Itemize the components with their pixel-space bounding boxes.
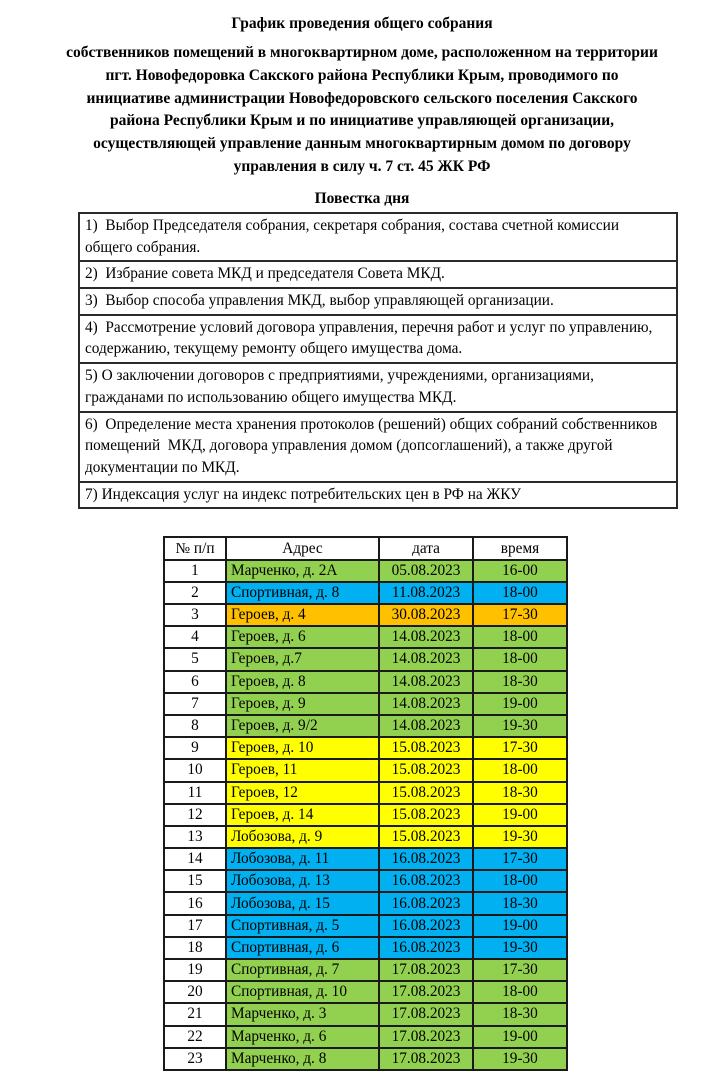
time-cell: 19-00 [473, 804, 567, 826]
agenda-item-text: 5) О заключении договоров с предприятиями, учреждениями, организациями, гражданами по использованию общего имущества МКД. [79, 363, 677, 411]
time-cell: 18-30 [473, 782, 567, 804]
row-number-cell: 11 [164, 782, 226, 804]
row-number-cell: 19 [164, 959, 226, 981]
date-cell: 17.08.2023 [379, 981, 473, 1003]
address-cell: Спортивная, д. 5 [226, 915, 379, 937]
schedule-row [164, 804, 567, 826]
agenda-item-row [79, 288, 677, 315]
column-header-num: № п/п [164, 537, 226, 559]
address-cell: Лобозова, д. 15 [226, 892, 379, 914]
date-cell: 14.08.2023 [379, 648, 473, 670]
agenda-table-body [79, 213, 677, 509]
address-cell: Героев, д. 10 [226, 737, 379, 759]
date-cell: 16.08.2023 [379, 870, 473, 892]
address-cell: Спортивная, д. 6 [226, 937, 379, 959]
date-cell: 14.08.2023 [379, 671, 473, 693]
row-number-cell: 3 [164, 604, 226, 626]
row-number-cell: 18 [164, 937, 226, 959]
address-cell: Марченко, д. 3 [226, 1003, 379, 1025]
time-cell: 18-00 [473, 648, 567, 670]
agenda-heading: Повестка дня [314, 189, 410, 207]
address-cell: Героев, 12 [226, 782, 379, 804]
time-cell: 17-30 [473, 959, 567, 981]
time-cell: 18-00 [473, 582, 567, 604]
agenda-item-row [79, 412, 677, 482]
date-cell: 14.08.2023 [379, 693, 473, 715]
address-cell: Героев, д. 6 [226, 626, 379, 648]
document-subtitle: собственников помещений в многоквартирном доме, расположенном на территории пгт. Новофедоровка Сакского района Республики Крым, проводимого по инициативе администрации Новофедоровского сельского поселения Сакского района Республики Крым и по инициативе управляющей организации, осуществляющей управление данным многоквартирным домом по договору управления в силу ч. 7 ст. 45 ЖК РФ [66, 44, 658, 176]
row-number-cell: 4 [164, 626, 226, 648]
time-cell: 18-30 [473, 892, 567, 914]
time-cell: 18-30 [473, 1003, 567, 1025]
address-cell: Лобозова, д. 11 [226, 848, 379, 870]
address-cell: Марченко, д. 6 [226, 1026, 379, 1048]
time-cell: 18-00 [473, 981, 567, 1003]
address-cell: Героев, д. 9 [226, 693, 379, 715]
time-cell: 19-30 [473, 1048, 567, 1070]
agenda-item-text: 6) Определение места хранения протоколов (решений) общих собраний собственников помещений МКД, договора управления домом (допсоглашений), а также другой документации по МКД. [79, 412, 677, 482]
address-cell: Марченко, д. 2А [226, 560, 379, 582]
time-cell: 19-30 [473, 937, 567, 959]
schedule-row [164, 715, 567, 737]
time-cell: 18-00 [473, 870, 567, 892]
address-cell: Героев, д. 14 [226, 804, 379, 826]
time-cell: 16-00 [473, 560, 567, 582]
address-cell: Героев, д. 9/2 [226, 715, 379, 737]
agenda-item-row [79, 213, 677, 261]
date-cell: 16.08.2023 [379, 892, 473, 914]
address-cell: Спортивная, д. 8 [226, 582, 379, 604]
address-cell: Героев, 11 [226, 759, 379, 781]
date-cell: 14.08.2023 [379, 715, 473, 737]
time-cell: 17-30 [473, 604, 567, 626]
address-cell: Лобозова, д. 9 [226, 826, 379, 848]
date-cell: 30.08.2023 [379, 604, 473, 626]
schedule-row [164, 782, 567, 804]
row-number-cell: 7 [164, 693, 226, 715]
agenda-item-text: 2) Избрание совета МКД и председателя Совета МКД. [79, 261, 677, 288]
time-cell: 19-00 [473, 1026, 567, 1048]
date-cell: 15.08.2023 [379, 759, 473, 781]
row-number-cell: 13 [164, 826, 226, 848]
row-number-cell: 15 [164, 870, 226, 892]
column-header-time: время [473, 537, 567, 559]
date-cell: 17.08.2023 [379, 1048, 473, 1070]
row-number-cell: 16 [164, 892, 226, 914]
date-cell: 15.08.2023 [379, 782, 473, 804]
address-cell: Спортивная, д. 10 [226, 981, 379, 1003]
time-cell: 19-30 [473, 715, 567, 737]
agenda-item-row [79, 363, 677, 411]
date-cell: 05.08.2023 [379, 560, 473, 582]
time-cell: 18-30 [473, 671, 567, 693]
row-number-cell: 17 [164, 915, 226, 937]
date-cell: 11.08.2023 [379, 582, 473, 604]
schedule-row [164, 848, 567, 870]
address-cell: Героев, д. 4 [226, 604, 379, 626]
row-number-cell: 5 [164, 648, 226, 670]
row-number-cell: 10 [164, 759, 226, 781]
date-cell: 15.08.2023 [379, 826, 473, 848]
address-cell: Лобозова, д. 13 [226, 870, 379, 892]
schedule-row [164, 648, 567, 670]
row-number-cell: 20 [164, 981, 226, 1003]
address-cell: Спортивная, д. 7 [226, 959, 379, 981]
schedule-row [164, 870, 567, 892]
agenda-item-row [79, 261, 677, 288]
document-title: График проведения общего собрания [231, 15, 493, 32]
schedule-row [164, 892, 567, 914]
row-number-cell: 1 [164, 560, 226, 582]
schedule-row [164, 959, 567, 981]
schedule-row [164, 915, 567, 937]
address-cell: Героев, д.7 [226, 648, 379, 670]
date-cell: 14.08.2023 [379, 626, 473, 648]
row-number-cell: 2 [164, 582, 226, 604]
time-cell: 18-00 [473, 759, 567, 781]
time-cell: 18-00 [473, 626, 567, 648]
schedule-row [164, 826, 567, 848]
row-number-cell: 14 [164, 848, 226, 870]
schedule-row [164, 604, 567, 626]
date-cell: 17.08.2023 [379, 1026, 473, 1048]
row-number-cell: 6 [164, 671, 226, 693]
agenda-item-text: 3) Выбор способа управления МКД, выбор управляющей организации. [79, 288, 677, 315]
schedule-row [164, 626, 567, 648]
schedule-row [164, 1003, 567, 1025]
schedule-row [164, 759, 567, 781]
schedule-row [164, 981, 567, 1003]
date-cell: 17.08.2023 [379, 1003, 473, 1025]
schedule-table-body [164, 560, 567, 1070]
time-cell: 17-30 [473, 737, 567, 759]
date-cell: 17.08.2023 [379, 959, 473, 981]
schedule-header-row [164, 537, 567, 559]
schedule-row [164, 937, 567, 959]
row-number-cell: 8 [164, 715, 226, 737]
time-cell: 19-00 [473, 915, 567, 937]
schedule-table [163, 536, 568, 1071]
schedule-row [164, 737, 567, 759]
agenda-item-row [79, 482, 677, 509]
date-cell: 16.08.2023 [379, 937, 473, 959]
agenda-item-row [79, 315, 677, 363]
address-cell: Героев, д. 8 [226, 671, 379, 693]
schedule-table-head [164, 537, 567, 559]
schedule-row [164, 582, 567, 604]
agenda-table [78, 212, 678, 510]
agenda-item-text: 7) Индексация услуг на индекс потребительских цен в РФ на ЖКУ [79, 482, 677, 509]
date-cell: 15.08.2023 [379, 737, 473, 759]
schedule-row [164, 1048, 567, 1070]
column-header-address: Адрес [226, 537, 379, 559]
time-cell: 19-00 [473, 693, 567, 715]
row-number-cell: 23 [164, 1048, 226, 1070]
row-number-cell: 9 [164, 737, 226, 759]
column-header-date: дата [379, 537, 473, 559]
schedule-row [164, 693, 567, 715]
date-cell: 16.08.2023 [379, 915, 473, 937]
schedule-row [164, 560, 567, 582]
agenda-item-text: 4) Рассмотрение условий договора управления, перечня работ и услуг по управлению, содержанию, текущему ремонту общего имущества дома. [79, 315, 677, 363]
row-number-cell: 12 [164, 804, 226, 826]
time-cell: 19-30 [473, 826, 567, 848]
row-number-cell: 22 [164, 1026, 226, 1048]
address-cell: Марченко, д. 8 [226, 1048, 379, 1070]
date-cell: 16.08.2023 [379, 848, 473, 870]
schedule-row [164, 1026, 567, 1048]
time-cell: 17-30 [473, 848, 567, 870]
agenda-item-text: 1) Выбор Председателя собрания, секретаря собрания, состава счетной комиссии общего собрания. [79, 213, 677, 261]
date-cell: 15.08.2023 [379, 804, 473, 826]
row-number-cell: 21 [164, 1003, 226, 1025]
schedule-row [164, 671, 567, 693]
